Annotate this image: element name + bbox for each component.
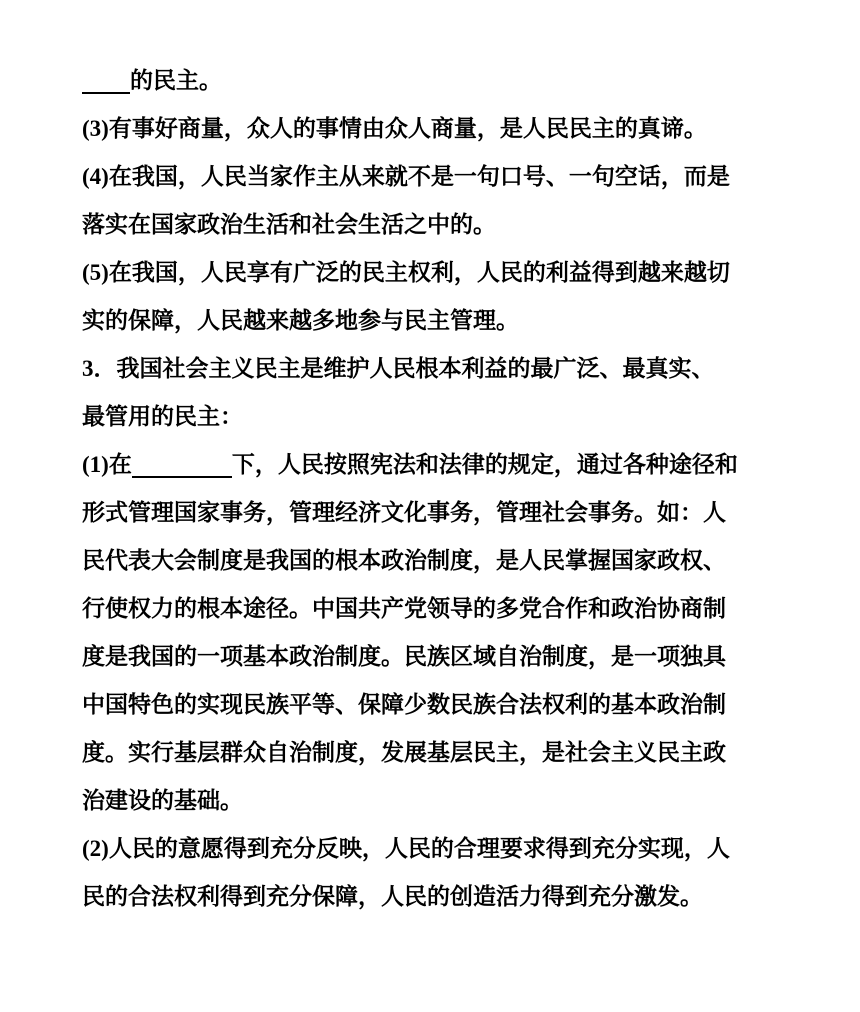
line-text: 人民的意愿得到充分反映，人民的合理要求得到充分实现，人 bbox=[108, 835, 730, 862]
line-text: 的民主。 bbox=[130, 67, 222, 94]
line-text: 落实在国家政治生活和社会生活之中的。 bbox=[82, 211, 496, 238]
text-line bbox=[82, 729, 782, 777]
text-line bbox=[82, 873, 782, 921]
text-line bbox=[82, 633, 782, 681]
line-text: 民的合法权利得到充分保障，人民的创造活力得到充分激发。 bbox=[82, 883, 703, 910]
line-text: 下，人民按照宪法和法律的规定，通过各种途径和 bbox=[231, 451, 738, 478]
line-text: 行使权力的根本途径。中国共产党领导的多党合作和政治协商制 bbox=[82, 595, 726, 622]
line-text: 在我国，人民当家作主从来就不是一句口号、一句空话，而是 bbox=[108, 163, 730, 190]
line-text: 治建设的基础。 bbox=[82, 787, 243, 814]
text-line bbox=[82, 393, 782, 441]
fill-in-blank bbox=[132, 446, 232, 478]
text-line bbox=[82, 153, 782, 201]
text-line bbox=[82, 825, 782, 873]
text-line bbox=[82, 585, 782, 633]
text-line bbox=[82, 441, 782, 489]
text-line bbox=[82, 345, 782, 393]
item-number: (2) bbox=[82, 836, 109, 861]
text-line bbox=[82, 537, 782, 585]
item-number: 3． bbox=[82, 356, 117, 381]
text-line bbox=[82, 105, 782, 153]
item-number: (3) bbox=[82, 116, 109, 141]
line-text: 实的保障，人民越来越多地参与民主管理。 bbox=[82, 307, 519, 334]
line-text: 度是我国的一项基本政治制度。民族区域自治制度，是一项独具 bbox=[82, 643, 726, 670]
text-line bbox=[82, 681, 782, 729]
line-text: 在 bbox=[108, 451, 132, 478]
item-number: (4) bbox=[82, 164, 109, 189]
line-text: 有事好商量，众人的事情由众人商量，是人民民主的真谛。 bbox=[108, 115, 707, 142]
line-text: 我国社会主义民主是维护人民根本利益的最广泛、最真实、 bbox=[116, 355, 715, 382]
text-line bbox=[82, 297, 782, 345]
line-text: 度。实行基层群众自治制度，发展基层民主，是社会主义民主政 bbox=[82, 739, 726, 766]
line-text: 民代表大会制度是我国的根本政治制度，是人民掌握国家政权、 bbox=[82, 547, 726, 574]
line-text: 形式管理国家事务，管理经济文化事务，管理社会事务。如：人 bbox=[82, 499, 726, 526]
text-line bbox=[82, 201, 782, 249]
text-line bbox=[82, 249, 782, 297]
line-text: 中国特色的实现民族平等、保障少数民族合法权利的基本政治制 bbox=[82, 691, 726, 718]
text-line bbox=[82, 57, 782, 105]
document-page bbox=[82, 57, 782, 921]
line-text: 最管用的民主： bbox=[82, 403, 243, 430]
item-number: (1) bbox=[82, 452, 109, 477]
line-text: 在我国，人民享有广泛的民主权利，人民的利益得到越来越切 bbox=[108, 259, 730, 286]
fill-in-blank bbox=[82, 62, 130, 94]
item-number: (5) bbox=[82, 260, 109, 285]
text-line bbox=[82, 489, 782, 537]
text-line bbox=[82, 777, 782, 825]
